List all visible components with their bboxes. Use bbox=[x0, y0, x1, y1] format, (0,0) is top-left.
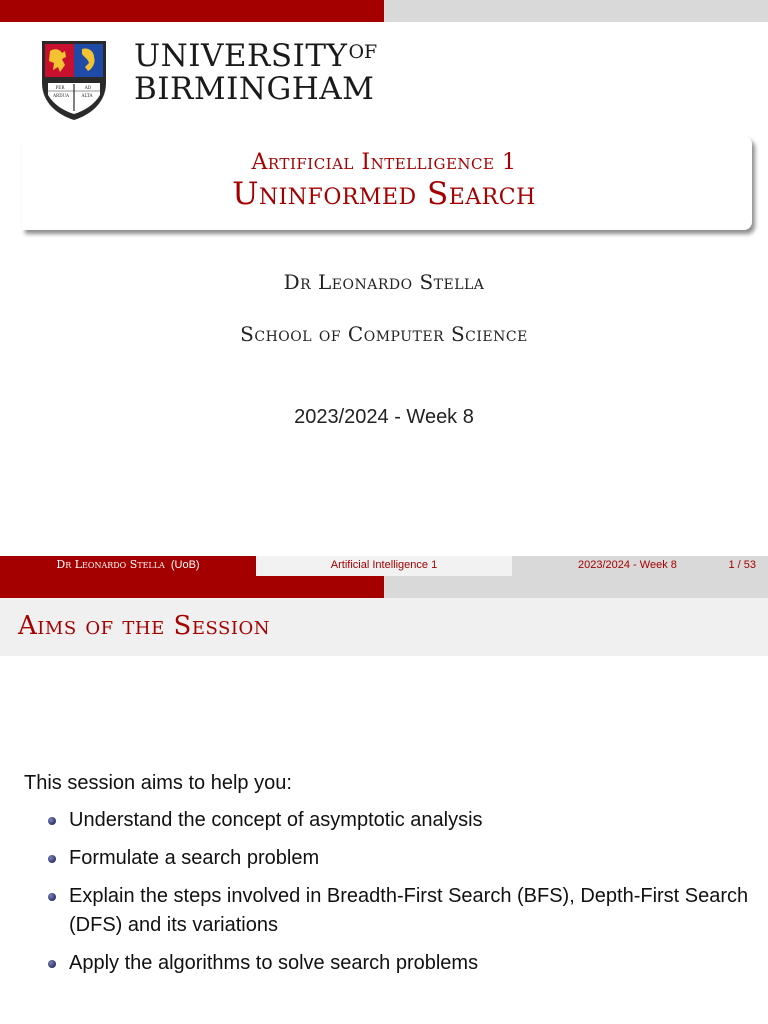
bullet-icon bbox=[48, 893, 56, 901]
bullet-icon bbox=[48, 817, 56, 825]
top-bar-grey bbox=[384, 576, 768, 598]
footer-author bbox=[0, 556, 256, 576]
university-crest-icon bbox=[38, 39, 110, 121]
aims-list-item bbox=[44, 949, 754, 978]
footer-page-number: 1 / 53 bbox=[728, 559, 756, 571]
logo-motto-per: PER bbox=[55, 85, 65, 90]
top-bar bbox=[0, 576, 768, 598]
footer-date: 2023/2024 - Week 8 bbox=[578, 559, 677, 571]
aims-list-item bbox=[44, 806, 754, 835]
aims-list-item bbox=[44, 882, 754, 940]
footer-info bbox=[512, 556, 768, 576]
author-name: Dr Leonardo Stella bbox=[283, 270, 485, 294]
university-name-line2: BIRMINGHAM bbox=[134, 71, 375, 107]
aims-list-item bbox=[44, 844, 754, 873]
footer-course: Artificial Intelligence 1 bbox=[256, 556, 512, 576]
top-bar bbox=[0, 0, 768, 22]
university-name-of: OF bbox=[348, 41, 378, 63]
logo-motto-alta: ALTA bbox=[81, 93, 93, 98]
university-name bbox=[134, 36, 377, 106]
lecture-date: 2023/2024 - Week 8 bbox=[294, 406, 474, 428]
frame-title: Aims of the Session bbox=[18, 611, 270, 641]
aims-item-text: Apply the algorithms to solve search problems bbox=[69, 952, 479, 974]
top-bar-red bbox=[0, 0, 384, 22]
aims-item-text: Formulate a search problem bbox=[69, 847, 320, 869]
logo-motto-ad: AD bbox=[84, 85, 92, 90]
aims-intro: This session aims to help you: bbox=[24, 772, 292, 794]
aims-item-text: Understand the concept of asymptotic analysis bbox=[69, 809, 483, 831]
footer-author-name: Dr Leonardo Stella bbox=[56, 558, 165, 571]
bullet-icon bbox=[48, 855, 56, 863]
footer-institute: (UoB) bbox=[170, 559, 200, 571]
lecture-title: Uninformed Search bbox=[232, 176, 536, 212]
logo-motto-ardua: ARDUA bbox=[53, 93, 69, 98]
slide-footer bbox=[0, 556, 768, 576]
aims-slide bbox=[0, 576, 768, 1024]
bullet-icon bbox=[48, 960, 56, 968]
aims-list bbox=[44, 806, 754, 987]
course-title: Artificial Intelligence 1 bbox=[251, 150, 517, 175]
top-bar-red bbox=[0, 576, 384, 598]
school-name: School of Computer Science bbox=[240, 322, 528, 346]
top-bar-grey bbox=[384, 0, 768, 22]
aims-item-text: Explain the steps involved in Breadth-First Search (BFS), Depth-First Search (DFS) and its variations bbox=[69, 885, 749, 936]
university-name-line1: UNIVERSITY bbox=[134, 38, 348, 74]
